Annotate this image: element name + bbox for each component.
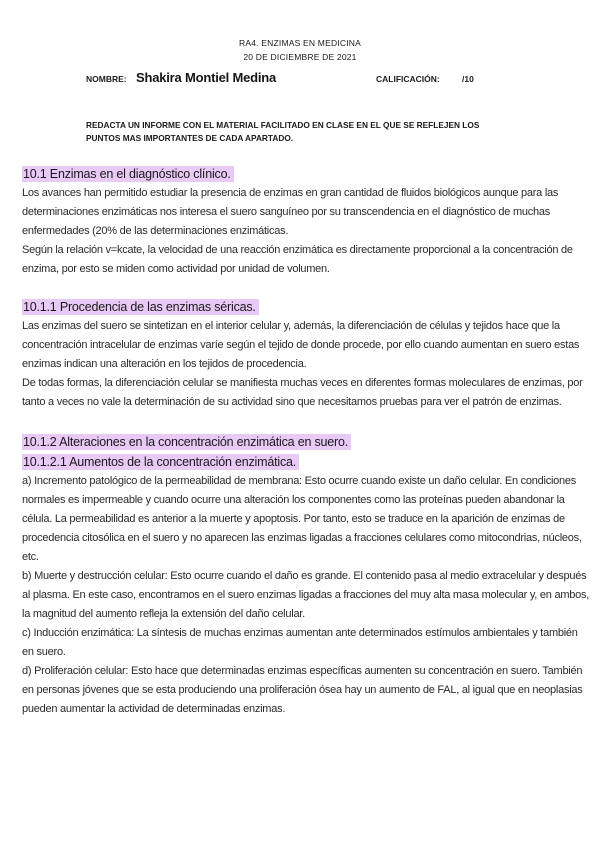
paragraph: Los avances han permitido estudiar la presencia de enzimas en gran cantidad de fluidos biológicos aunque para las determinaciones enzimáticas nos interesa el suero sanguíneo por su transcendencia en el diagnóstico de muchas enfermedades (20% de las determinaciones enzimáticas. xyxy=(22,187,559,237)
report-body xyxy=(22,164,590,719)
course-title: RA4. ENZIMAS EN MEDICINA xyxy=(239,38,361,48)
list-item-c: c) Inducción enzimática: La síntesis de muchas enzimas aumentan ante determinados estímulos ambientales y también en suero. xyxy=(22,627,578,658)
meta-row xyxy=(0,72,600,88)
paragraph: Las enzimas del suero se sintetizan en el interior celular y, además, la diferenciación de células y tejidos hace que la concentración intracelular de enzimas varíe según el tejido de donde procede, por ello cuando aumentan en suero estas enzimas indican una alteración en los tejidos de procedencia. xyxy=(22,320,580,370)
instructions-line-1: REDACTA UN INFORME CON EL MATERIAL FACILITADO EN CLASE EN EL QUE SE REFLEJEN LOS xyxy=(86,120,480,130)
section-heading-10-1-2-1: 10.1.2.1 Aumentos de la concentración enzimática. xyxy=(22,452,590,472)
student-name: Shakira Montiel Medina xyxy=(136,70,277,85)
instructions-line-2: PUNTOS MAS IMPORTANTES DE CADA APARTADO. xyxy=(86,133,294,143)
list-item-b: b) Muerte y destrucción celular: Esto ocurre cuando el daño es grande. El contenido pasa al medio extracelular y después al plasma. En este caso, encontramos en el suero enzimas ligadas a fracciones del muy alta masa molecular y, en ambos, la magnitud del aumento refleja la extensión del daño celular. xyxy=(22,570,590,620)
paragraph: Según la relación v=kcate, la velocidad de una reacción enzimática es directamente proporcional a la concentración de enzima, por esto se miden como actividad por unidad de volumen. xyxy=(22,244,573,275)
grade-value: /10 xyxy=(462,74,474,84)
section-heading-10-1-1: 10.1.1 Procedencia de las enzimas séricas. xyxy=(22,297,590,317)
section-heading-10-1-2: 10.1.2 Alteraciones en la concentración enzimática en suero. xyxy=(22,432,590,452)
section-heading-10-1: 10.1 Enzimas en el diagnóstico clínico. xyxy=(22,164,590,184)
list-item-d: d) Proliferación celular: Esto hace que determinadas enzimas específicas aumenten su concentración en suero. También en personas jóvenes que se esta produciendo una proliferación ósea hay un aumento de FAL, al igual que en neoplasias pueden aumentar la actividad de determinadas enzimas. xyxy=(22,665,583,715)
paragraph: De todas formas, la diferenciación celular se manifiesta muchas veces en diferentes formas moleculares de enzimas, por tanto a veces no vale la determinación de su actividad sino que necesitamos pruebas para ver el patrón de enzimas. xyxy=(22,377,583,408)
grade-label: CALIFICACIÓN: xyxy=(376,74,440,84)
name-label: NOMBRE: xyxy=(86,74,127,84)
list-item-a: a) Incremento patológico de la permeabilidad de membrana: Esto ocurre cuando existe un daño celular. En condiciones normales es impermeable y cuando ocurre una alteración los componentes como las proteínas pueden abandonar la célula. La permeabilidad es anterior a la muerte y apoptosis. Por tanto, esto se traduce en la aparición de enzimas de procedencia citosólica en el suero y no aparecen las enzimas ligadas a fracciones celulares como mitocondrias, núcleos, etc. xyxy=(22,475,582,563)
instructions xyxy=(86,119,526,145)
document-date: 20 DE DICIEMBRE DE 2021 xyxy=(243,52,357,62)
